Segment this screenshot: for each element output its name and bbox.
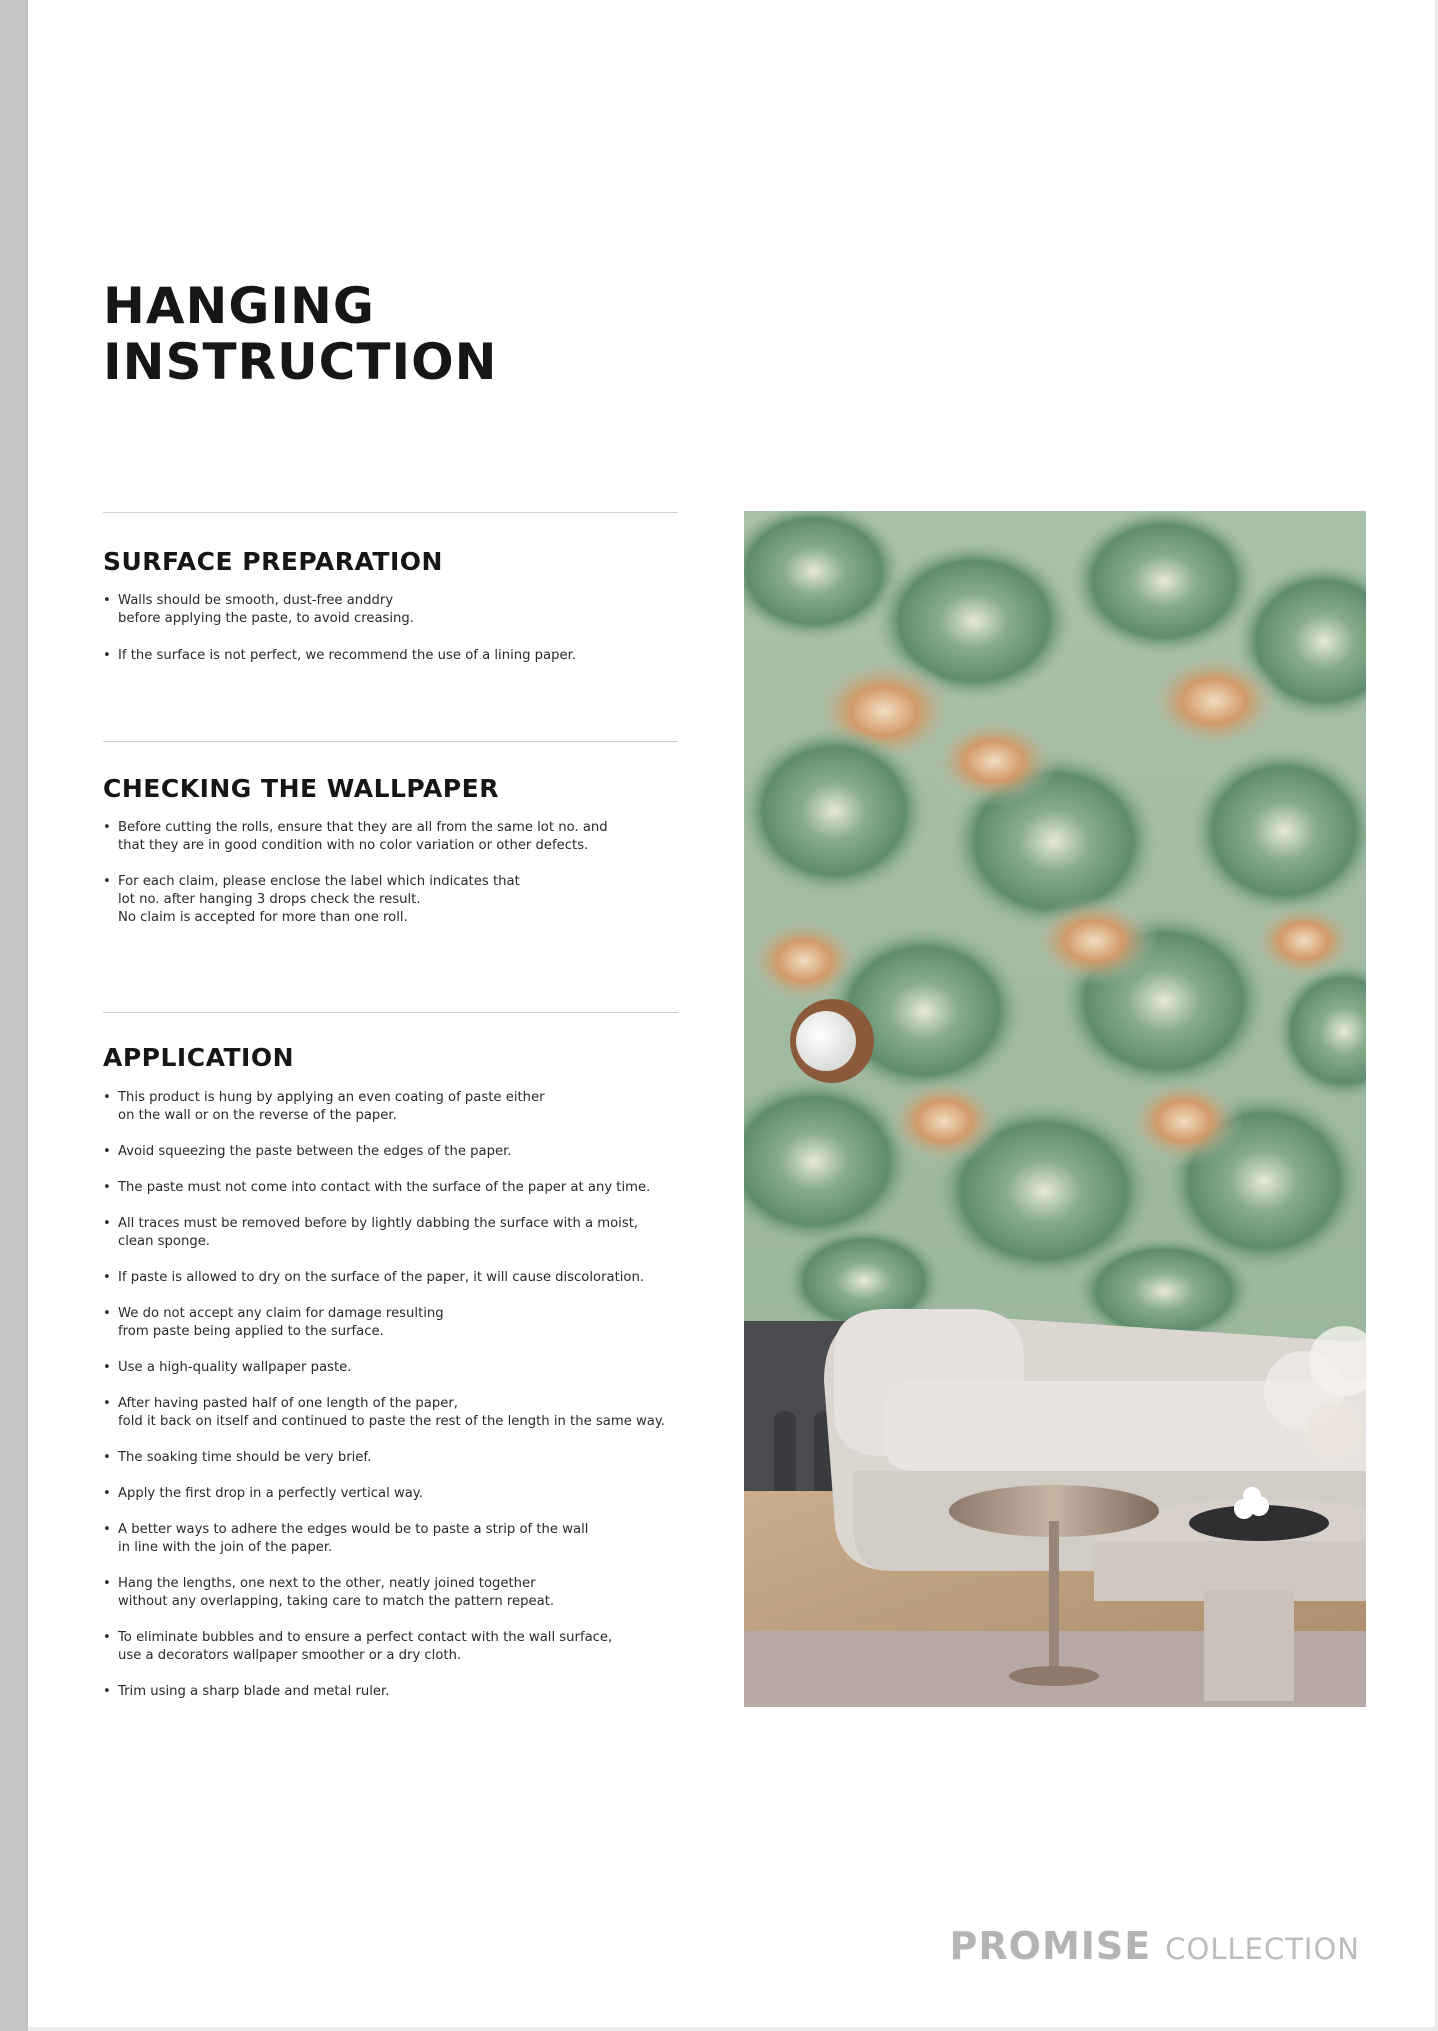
tree-pattern — [744, 511, 1366, 1346]
list-item: • Walls should be smooth, dust-free anddry before applying the paste, to avoid creasing. — [103, 592, 703, 628]
wall-lamp — [790, 999, 874, 1083]
list-item: • The soaking time should be very brief. — [103, 1449, 703, 1467]
list-item: • Trim using a sharp blade and metal ruler. — [103, 1683, 703, 1701]
section-heading-checking-the-wallpaper: CHECKING THE WALLPAPER — [103, 774, 499, 803]
list-item: • If paste is allowed to dry on the surface of the paper, it will cause discoloration. — [103, 1269, 703, 1287]
surface-preparation-list — [103, 592, 703, 665]
page-title-line-1: HANGING — [103, 277, 375, 335]
list-item: • To eliminate bubbles and to ensure a perfect contact with the wall surface, use a decorators wallpaper smoother or a dry cloth. — [103, 1629, 703, 1665]
list-item: • Use a high-quality wallpaper paste. — [103, 1359, 703, 1377]
brand-name: PROMISE — [949, 1924, 1152, 1968]
list-item: • Before cutting the rolls, ensure that they are all from the same lot no. and that they are in good condition with no color variation or other defects. — [103, 819, 703, 855]
list-item: • A better ways to adhere the edges would be to paste a strip of the wall in line with the join of the paper. — [103, 1521, 703, 1557]
list-item: • For each claim, please enclose the label which indicates that lot no. after hanging 3 drops check the result. No claim is accepted for more than one roll. — [103, 873, 703, 927]
section-divider — [103, 1012, 678, 1013]
page-title-line-2: INSTRUCTION — [103, 333, 498, 391]
list-item: • Apply the first drop in a perfectly vertical way. — [103, 1485, 703, 1503]
room-illustration — [744, 511, 1366, 1707]
section-divider — [103, 741, 678, 742]
bottom-page-edge — [28, 2027, 1438, 2031]
list-item: • All traces must be removed before by lightly dabbing the surface with a moist, clean sponge. — [103, 1215, 703, 1251]
list-item: • If the surface is not perfect, we recommend the use of a lining paper. — [103, 647, 703, 665]
application-list — [103, 1089, 703, 1701]
brand-logo — [900, 1924, 1360, 1968]
list-item: • This product is hung by applying an even coating of paste either on the wall or on the reverse of the paper. — [103, 1089, 703, 1125]
section-heading-application: APPLICATION — [103, 1043, 295, 1072]
list-item: • After having pasted half of one length of the paper, fold it back on itself and continued to paste the rest of the length in the same way. — [103, 1395, 703, 1431]
page-title — [103, 278, 663, 390]
room-photo — [744, 511, 1366, 1707]
left-margin-bar — [0, 0, 28, 2031]
list-item: • Avoid squeezing the paste between the edges of the paper. — [103, 1143, 703, 1161]
list-item: • Hang the lengths, one next to the other, neatly joined together without any overlapping, taking care to match the pattern repeat. — [103, 1575, 703, 1611]
section-heading-surface-preparation: SURFACE PREPARATION — [103, 547, 443, 576]
list-item: • We do not accept any claim for damage resulting from paste being applied to the surface. — [103, 1305, 703, 1341]
brand-suffix: COLLECTION — [1165, 1932, 1360, 1966]
section-divider — [103, 512, 678, 513]
checking-wallpaper-list — [103, 819, 703, 927]
list-item: • The paste must not come into contact with the surface of the paper at any time. — [103, 1179, 703, 1197]
